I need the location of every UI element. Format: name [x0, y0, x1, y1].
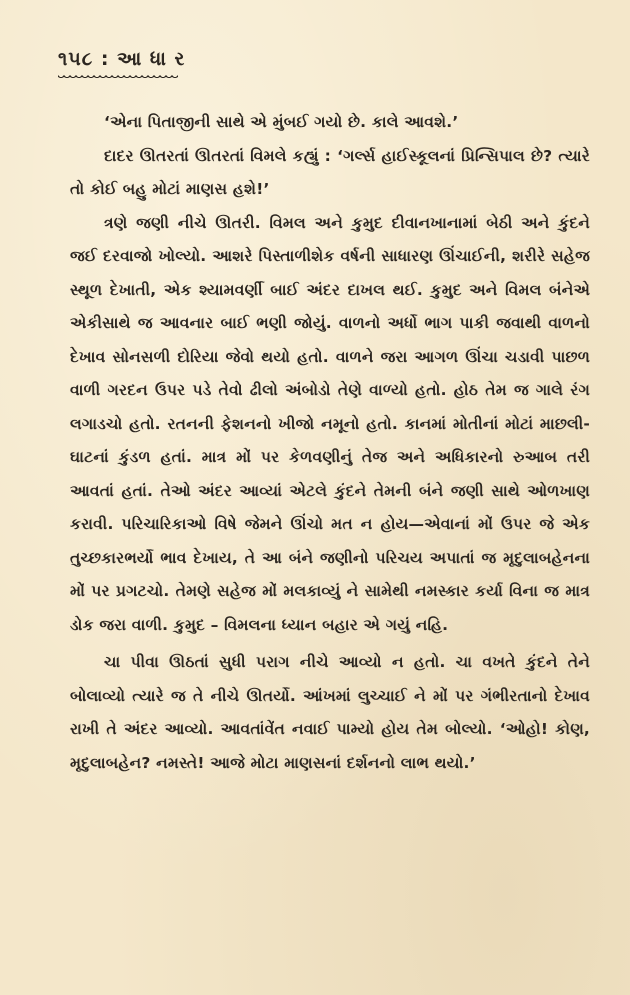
running-head — [58, 48, 185, 74]
paragraph: દાદર ઊતરતાં ઊતરતાં વિમલે કહ્યું : ‘ગર્લ્સ હાઈસ્કૂલનાં પ્રિન્સિપાલ છે? ત્યારે તો કોઈ બહુ મોટાં માણસ હશે!’ — [70, 146, 590, 198]
book-title: આ ધા ર — [117, 48, 186, 70]
page-number: ૧૫૮ — [58, 48, 94, 70]
head-separator: : — [100, 48, 110, 70]
body-text — [70, 106, 590, 780]
wavy-rule-ornament — [58, 74, 178, 80]
paragraph: ‘એના પિતાજીની સાથે એ મુંબઈ ગયો છે. કાલે આવશે.’ — [104, 113, 459, 131]
paragraph: ચા પીવા ઊઠતાં સુધી પરાગ નીચે આવ્યો ન હતો. ચા વખતે કુંદને તેને બોલાવ્યો ત્યારે જ તે નીચે ઊતર્યો. આંખમાં લુચ્ચાઈ ને મોં પર ગંભીરતાનો દેખાવ રાખી તે અંદર આવ્યો. આવતાંવેંત નવાઈ પામ્યો હોય તેમ બોલ્યો. ‘ઓહો! કોણ, મૃદુલાબહેન? નમસ્તે! આજે મોટા માણસનાં દર્શનનો લાભ થયો.’ — [70, 653, 590, 772]
paragraph: ત્રણે જણી નીચે ઊતરી. વિમલ અને કુમુદ દીવાનખાનામાં બેઠી અને કુંદને જઈ દરવાજો ખોલ્યો. આશરે પિસ્તાળીશેક વર્ષની સાધારણ ઊંચાઈની, શરીરે સહેજ સ્થૂળ દેખાતી, એક શ્યામવર્ણી બાઈ અંદર દાખલ થઈ. કુમુદ અને વિમલ બંનેએ એકીસાથે જ આવનાર બાઈ ભણી જોયું. વાળનો અર્ધો ભાગ પાકી જવાથી વાળનો દેખાવ સોનસળી દોરિયા જેવો થયો હતો. વાળને જરા આગળ ઊંચા ચડાવી પાછળ વાળી ગરદન ઉપર પડે તેવો ઢીલો અંબોડો તેણે વાળ્યો હતો. હોઠ તેમ જ ગાલે રંગ લગાડચો હતો. રતનની ફેશનનો ખીજો નમૂનો હતો. કાનમાં મોતીનાં મોટાં માછલી-ઘાટનાં કુંડળ હતાં. માત્ર મોં પર કેળવણીનું તેજ અને અધિકારનો રુઆબ તરી આવતાં હતાં. તેઓ અંદર આવ્યાં એટલે કુંદને તેમની બંને જણી સાથે ઓળખાણ કરાવી. પરિચારિકાઓ વિષે જેમને ઊંચો મત ન હોય—એવાનાં મોં ઉપર જે એક તુચ્છકારભર્યો ભાવ દેખાય, તે આ બંને જણીનો પરિચય અપાતાં જ મૃદુલાબહેનના મોં પર પ્રગટચો. તેમણે સહેજ મોં મલકાવ્યું ને સામેથી નમસ્કાર કર્યા વિના જ માત્ર ડોક જરા વાળી. કુમુદ – વિમલના ધ્યાન બહાર એ ગયું નહિ. — [70, 213, 590, 634]
